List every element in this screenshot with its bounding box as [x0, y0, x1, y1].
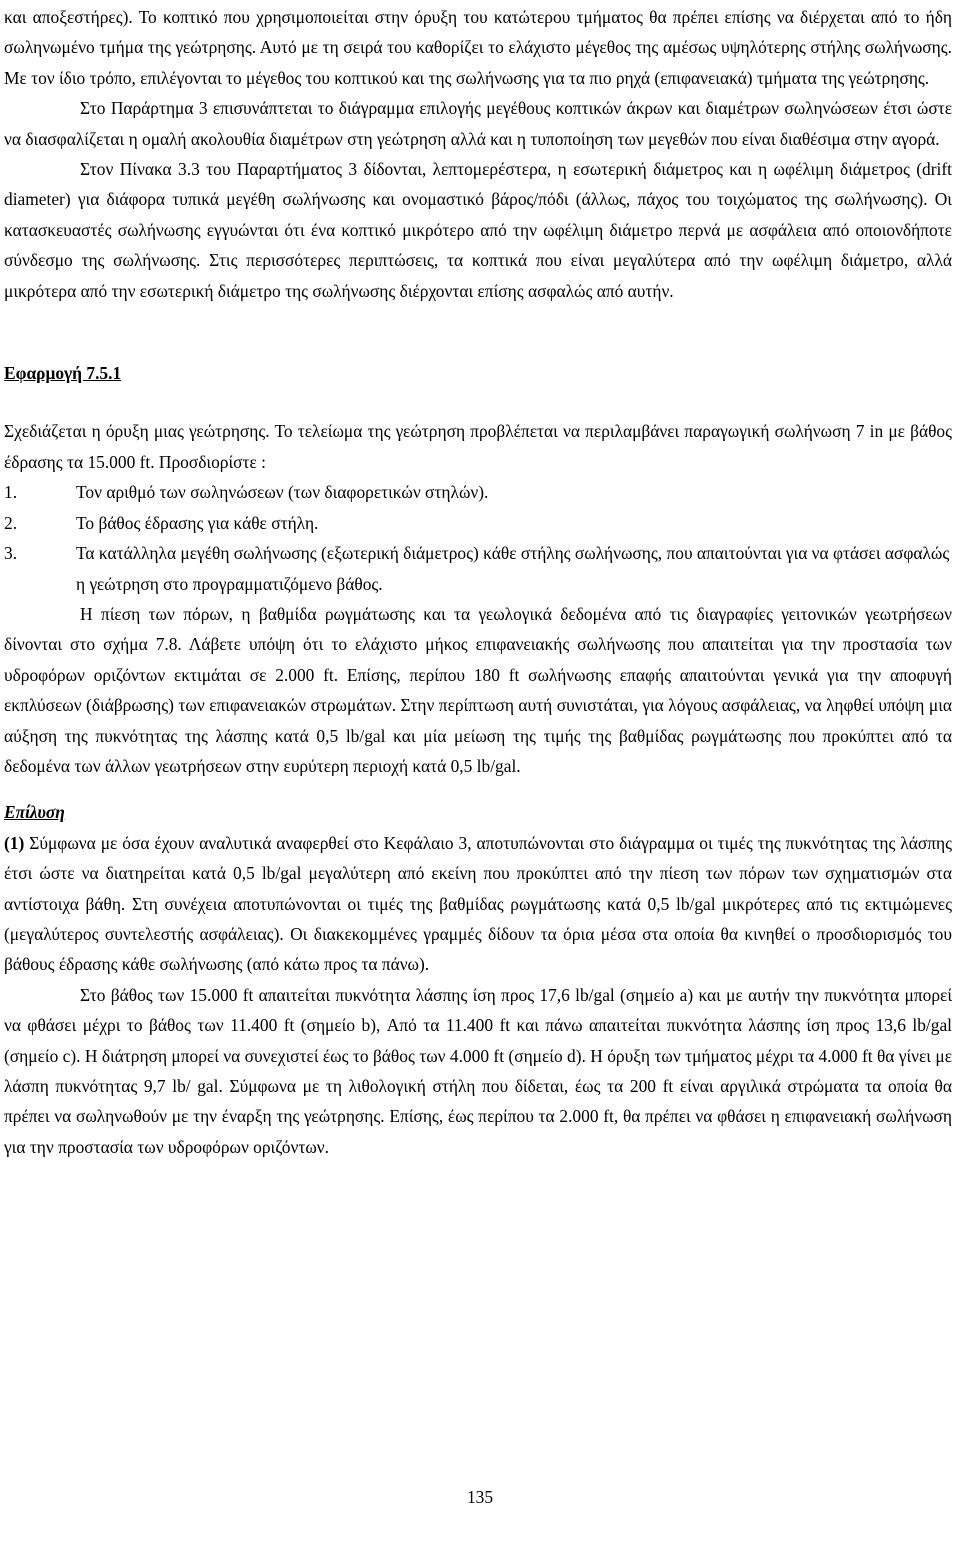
paragraph-solution-step-1 — [4, 828, 952, 980]
step-label: (1) — [4, 832, 25, 853]
page-number: 135 — [466, 1487, 494, 1507]
paragraph-appendix-diagram: Στο Παράρτημα 3 επισυνάπτεται το διάγραμμα επιλογής μεγέθους κοπτικών άκρων και διαμέτρων σωληνώσεων έτσι ώστε να διασφαλίζεται η ομαλή ακολουθία διαμέτρων στη γεώτρηση αλλά και η τυποποίηση των μεγεθών που είναι διαθέσιμα στην αγορά. — [4, 98, 952, 149]
paragraph-problem-statement: Σχεδιάζεται η όρυξη μιας γεώτρησης. Το τελείωμα της γεώτρηση προβλέπεται να περιλαμβάνει παραγωγική σωλήνωση 7 in με βάθος έδρασης τα 15.000 ft. Προσδιορίστε : — [4, 421, 952, 472]
step-text: Σύμφωνα με όσα έχουν αναλυτικά αναφερθεί στο Κεφάλαιο 3, αποτυπώνονται στο διάγραμμα οι τιμές της πυκνότητας της λάσπης έτσι ώστε να διατηρείται κατά 0,5 lb/gal μεγαλύτερη από εκείνη που προκύπτει από την πίεση των πόρων των σχηματισμών στα αντίστοιχα βάθη. Στη συνέχεια αποτυπώνονται οι τιμές της βαθμίδας ρωγμάτωσης κατά 0,5 lb/gal μικρότερες από τις εκτιμώμενες (μεγαλύτερος συντελεστής ασφάλειας). Οι διακεκομμένες γραμμές δίδουν τα όρια μέσα στα οποία θα κινηθεί ο προσδιορισμός του βάθους έδρασης κάθε σωλήνωσης (από κάτω προς τα πάνω). — [4, 832, 952, 975]
list-item-text: Τα κατάλληλα μεγέθη σωλήνωσης (εξωτερική διάμετρος) κάθε στήλης σωλήνωσης, που απαιτούνται για να φτάσει ασφαλώς η γεώτρηση στο προγραμματιζόμενο βάθος. — [76, 543, 950, 594]
list-item-number: 2. — [4, 512, 18, 533]
list-item-number: 3. — [4, 543, 18, 564]
list-item-text: Το βάθος έδρασης για κάθε στήλη. — [76, 512, 319, 533]
paragraph-given-data: Η πίεση των πόρων, η βαθμίδα ρωγμάτωσης και τα γεωλογικά δεδομένα από τις διαγραφίες γειτονικών γεωτρήσεων δίνονται στο σχήμα 7.8. Λάβετε υπόψη ότι το ελάχιστο μήκος επιφανειακής σωλήνωσης που απαιτείται για την προστασία των υδροφόρων οριζόντων εκτιμάται σε 2.000 ft. Επίσης, περίπου 180 ft σωλήνωσης επαφής απαιτούνται γενικά για την αποφυγή εκπλύσεων (διάβρωσης) των επιφανειακών στρωμάτων. Στην περίπτωση αυτή συνιστάται, για λόγους ασφάλειας, να ληφθεί υπόψη μια αύξηση της πυκνότητας της λάσπης κατά 0,5 lb/gal και μία μείωση της τιμής της βαθμίδας ρωγμάτωσης που προκύπτει από τα δεδομένα των άλλων γεωτρήσεων στην ευρύτερη περιοχή κατά 0,5 lb/gal. — [4, 603, 952, 776]
list-item — [4, 477, 952, 507]
list-item-number: 1. — [4, 482, 18, 503]
paragraph-solution-depths: Στο βάθος των 15.000 ft απαιτείται πυκνότητα λάσπης ίση προς 17,6 lb/gal (σημείο a) και με αυτήν την πυκνότητα μπορεί να φθάσει μέχρι το βάθος των 11.400 ft (σημείο b), Από τα 11.400 ft και πάνω απαιτείται πυκνότητα λάσπης ίση προς 13,6 lb/gal (σημείο c). Η διάτρηση μπορεί να συνεχιστεί έως το βάθος των 4.000 ft (σημείο d). Η όρυξη των τμήματος μέχρι τα 4.000 ft θα γίνει με λάσπη πυκνότητας 9,7 lb/ gal. Σύμφωνα με τη λιθολογική στήλη που δίδεται, έως τα 200 ft είναι αργιλικά στρώματα τα οποία θα πρέπει να σωληνωθούν με την έναρξη της γεώτρησης. Επίσης, έως περίπου τα 2.000 ft, θα πρέπει να φθάσει η επιφανειακή σωλήνωση για την προστασία των υδροφόρων οριζόντων. — [4, 984, 952, 1157]
list-item-text: Τον αριθμό των σωληνώσεων (των διαφορετικών στηλών). — [76, 482, 489, 503]
list-item — [4, 508, 952, 538]
paragraph-table-reference: Στον Πίνακα 3.3 του Παραρτήματος 3 δίδονται, λεπτομερέστερα, η εσωτερική διάμετρος και η ωφέλιμη διάμετρος (drift diameter) για διάφορα τυπικά μεγέθη σωλήνωσης και ονομαστικό βάρος/πόδι (άλλως, πάχος του τοιχώματος της σωλήνωσης). Οι κατασκευαστές σωλήνωσης εγγυώνται ότι ένα κοπτικό μικρότερο από την ωφέλιμη διάμετρο περνά με ασφάλεια από οποιονδήποτε σύνδεσμο της σωλήνωσης. Στις περισσότερες περιπτώσεις, τα κοπτικά που είναι μεγαλύτερα από την ωφέλιμη διάμετρο, αλλά μικρότερα από την εσωτερική διάμετρο της σωλήνωσης διέρχονται επίσης ασφαλώς από αυτήν. — [4, 159, 952, 301]
requirements-list — [4, 477, 952, 599]
section-title: Εφαρμογή 7.5.1 — [4, 363, 122, 384]
solution-title: Επίλυση — [4, 802, 65, 823]
paragraph-intro: και αποξεστήρες). Το κοπτικό που χρησιμοποιείται στην όρυξη του κατώτερου τμήματος θα πρέπει επίσης να διέρχεται από το ήδη σωληνωμένο τμήμα της γεώτρησης. Αυτό με τη σειρά του καθορίζει το ελάχιστο μέγεθος της αμέσως υψηλότερης στήλης σωλήνωσης. Με τον ίδιο τρόπο, επιλέγονται το μέγεθος του κοπτικού και της σωλήνωσης για τα πιο ρηχά (επιφανειακά) τμήματα της γεώτρησης. — [4, 7, 952, 88]
list-item — [4, 538, 952, 599]
